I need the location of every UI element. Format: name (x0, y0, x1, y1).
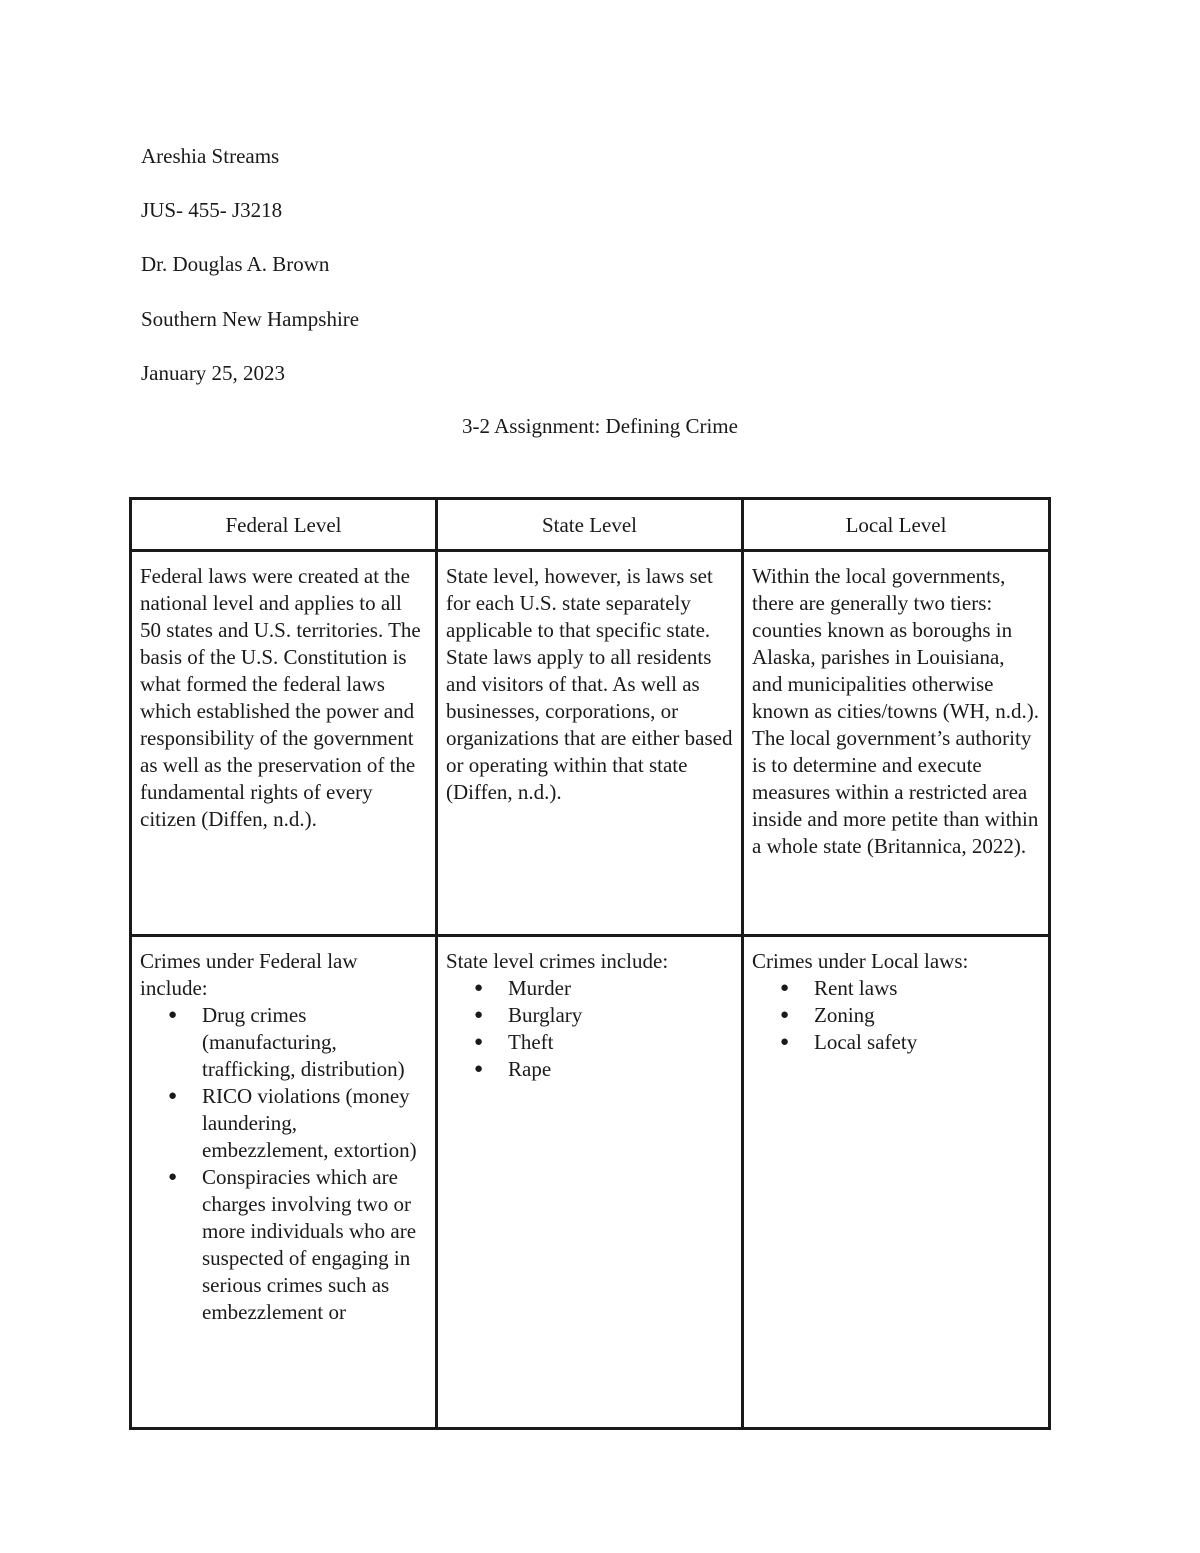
course-code: JUS- 455- J3218 (141, 198, 283, 222)
author-name: Areshia Streams (141, 144, 280, 168)
header-federal-level: Federal Level (131, 499, 437, 551)
federal-description: Federal laws were created at the national level and applies to all 50 states and U.S. territories. The basis of the U.S. Constitution is what formed the federal laws which established the power and responsibility of the government as well as the preservation of the fundamental rights of every citizen (Diffen, n.d.). (131, 551, 437, 936)
list-item: ● Rent laws (814, 975, 1040, 1002)
state-crimes-cell (437, 936, 743, 1429)
federal-crimes-cell (131, 936, 437, 1429)
school-name: Southern New Hampshire (141, 307, 360, 331)
federal-crimes-list (140, 1002, 427, 1326)
local-crimes-intro: Crimes under Local laws: (752, 949, 969, 973)
list-item: ● Rape (508, 1056, 733, 1083)
table-header-row (131, 499, 1050, 551)
document-title: 3-2 Assignment: Defining Crime (462, 414, 738, 438)
document-date: January 25, 2023 (141, 361, 286, 385)
crime-levels-table (129, 497, 1051, 1430)
list-item: ● Murder (508, 975, 733, 1002)
list-item: ● Local safety (814, 1029, 1040, 1056)
header-local-level: Local Level (743, 499, 1050, 551)
local-crimes-list (752, 975, 1040, 1056)
list-item: ● Burglary (508, 1002, 733, 1029)
list-item: ● Zoning (814, 1002, 1040, 1029)
table-row-crimes (131, 936, 1050, 1429)
list-item: ● Conspiracies which are charges involving two or more individuals who are suspected of engaging in serious crimes such as embezzlement or (202, 1164, 427, 1326)
list-item: ● Drug crimes (manufacturing, trafficking, distribution) (202, 1002, 427, 1083)
state-description: State level, however, is laws set for each U.S. state separately applicable to that specific state. State laws apply to all residents and visitors of that. As well as businesses, corporations, or organizations that are either based or operating within that state (Diffen, n.d.). (437, 551, 743, 936)
header-state-level: State Level (437, 499, 743, 551)
instructor-name: Dr. Douglas A. Brown (141, 252, 330, 276)
state-crimes-list (446, 975, 733, 1083)
local-crimes-cell (743, 936, 1050, 1429)
federal-crimes-intro: Crimes under Federal law include: (140, 949, 358, 1000)
list-item: ● RICO violations (money laundering, embezzlement, extortion) (202, 1083, 427, 1164)
state-crimes-intro: State level crimes include: (446, 949, 669, 973)
local-description: Within the local governments, there are generally two tiers: counties known as boroughs in Alaska, parishes in Louisiana, and municipalities otherwise known as cities/towns (WH, n.d.). The local government’s authority is to determine and execute measures within a restricted area inside and more petite than within a whole state (Britannica, 2022). (743, 551, 1050, 936)
table-row-descriptions (131, 551, 1050, 936)
list-item: ● Theft (508, 1029, 733, 1056)
